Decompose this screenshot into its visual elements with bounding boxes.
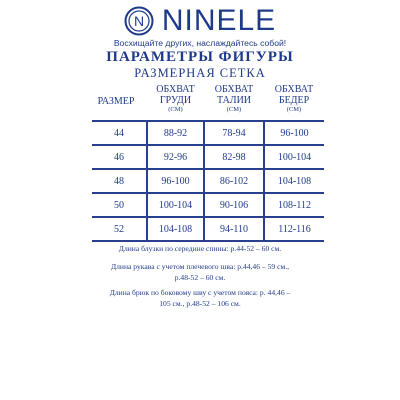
hips-cell: 100-104 — [264, 145, 324, 169]
brand-header — [0, 6, 400, 36]
brand-name: NINELE — [161, 4, 277, 37]
size-column-header: РАЗМЕР — [97, 96, 135, 107]
size-cell: 46 — [92, 145, 147, 169]
waist-column-header — [204, 85, 264, 114]
hips-header-line1: ОБХВАТ — [274, 84, 314, 95]
hips-cell: 112-116 — [264, 217, 324, 241]
note-trouser-length: Длина брюк по боковому шву с учетом пояса: р. 44,46 – — [109, 288, 291, 297]
table-row — [92, 193, 324, 217]
waist-header-line2: ТАЛИИ — [216, 94, 252, 106]
hips-cell: 96-100 — [264, 121, 324, 145]
hips-cell: 108-112 — [264, 193, 324, 217]
hips-header-unit: (СМ) — [286, 106, 302, 113]
size-chart-table — [92, 120, 324, 242]
table-row — [92, 121, 324, 145]
waist-header-unit: (СМ) — [226, 106, 242, 113]
brand-slogan: Восхищайте других, наслаждайтесь собой! — [113, 38, 287, 48]
bust-cell: 100-104 — [147, 193, 204, 217]
page-title: ПАРАМЕТРЫ ФИГУРЫ — [106, 49, 294, 65]
hips-header-line2: БЕДЕР — [278, 94, 310, 106]
waist-header-line1: ОБХВАТ — [214, 84, 254, 95]
n-ring-logo-icon — [124, 6, 154, 36]
size-cell: 50 — [92, 193, 147, 217]
hips-cell: 104-108 — [264, 169, 324, 193]
bust-header-line1: ОБХВАТ — [156, 84, 195, 95]
waist-cell: 78-94 — [204, 121, 264, 145]
bust-cell: 92-96 — [147, 145, 204, 169]
note-sleeve-length-cont: р.48-52 – 60 см. — [174, 273, 226, 282]
waist-cell: 90-106 — [204, 193, 264, 217]
bust-cell: 96-100 — [147, 169, 204, 193]
page-subtitle: РАЗМЕРНАЯ СЕТКА — [134, 66, 266, 80]
bust-column-header — [147, 85, 204, 114]
note-trouser-length-cont: 105 см., р.48-52 – 106 см. — [159, 299, 241, 308]
bust-cell: 88-92 — [147, 121, 204, 145]
table-row — [92, 217, 324, 241]
waist-cell: 94-110 — [204, 217, 264, 241]
note-sleeve-length: Длина рукава с учетом плечевого шва: р.44,46 – 59 см., — [110, 262, 290, 271]
table-row — [92, 169, 324, 193]
bust-cell: 104-108 — [147, 217, 204, 241]
note-blouse-length: Длина блузки по середине спины: р.44-52 – 60 см. — [118, 244, 282, 253]
logo-letter: N — [133, 13, 144, 29]
table-row — [92, 145, 324, 169]
waist-cell: 82-98 — [204, 145, 264, 169]
size-cell: 44 — [92, 121, 147, 145]
bust-header-unit: (СМ) — [168, 106, 183, 113]
size-cell: 48 — [92, 169, 147, 193]
hips-column-header — [264, 85, 324, 114]
waist-cell: 86-102 — [204, 169, 264, 193]
bust-header-line2: ГРУДИ — [159, 94, 192, 106]
size-cell: 52 — [92, 217, 147, 241]
